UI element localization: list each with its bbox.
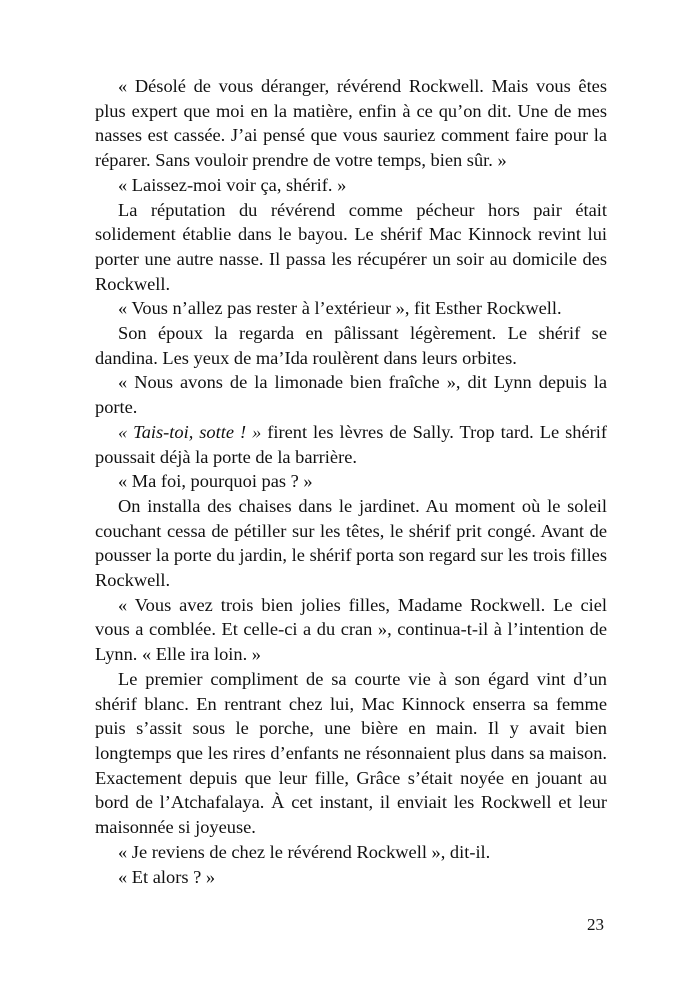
paragraph: Le premier compliment de sa courte vie à son égard vint d’un shérif blanc. En rentrant chez lui, Mac Kinnock enserra sa femme puis s’assit sous le porche, une bière en main. Il y avait bien longtemps que les rires d’enfants ne résonnaient plus dans sa maison. Exactement depuis que leur fille, Grâce s’était noyée en jouant au bord de l’Atchafalaya. À cet instant, il enviait les Rockwell et leur maisonnée si joyeuse.	[95, 668, 607, 838]
paragraph: « Et alors ? »	[118, 866, 216, 887]
paragraph: « Vous n’allez pas rester à l’extérieur », fit Esther Rockwell.	[118, 298, 562, 319]
paragraph	[95, 420, 607, 469]
paragraph-rest: firent les lèvres de Sally. Trop tard. Le shérif poussait déjà la porte de la barrière.	[95, 421, 607, 467]
paragraph: « Nous avons de la limonade bien fraîche », dit Lynn depuis la porte.	[95, 372, 607, 418]
page-number: 23	[587, 915, 604, 934]
paragraph: « Laissez-moi voir ça, shérif. »	[118, 174, 347, 195]
italic-phrase: « Tais-toi, sotte ! »	[118, 421, 262, 442]
paragraph: « Je reviens de chez le révérend Rockwell », dit-il.	[118, 841, 491, 862]
paragraph: « Vous avez trois bien jolies filles, Madame Rockwell. Le ciel vous a comblée. Et celle-ci a du cran », continua-t-il à l’intention de Lynn. « Elle ira loin. »	[95, 594, 607, 665]
paragraph: « Ma foi, pourquoi pas ? »	[118, 471, 313, 492]
paragraph: La réputation du révérend comme pécheur hors pair était solidement établie dans le bayou. Le shérif Mac Kinnock revint lui porter une autre nasse. Il passa les récupérer un soir au domicile des Rockwell.	[95, 199, 607, 294]
paragraph: Son époux la regarda en pâlissant légèrement. Le shérif se dandina. Les yeux de ma’Ida roulèrent dans leurs orbites.	[95, 323, 607, 368]
paragraph: « Désolé de vous déranger, révérend Rockwell. Mais vous êtes plus expert que moi en la matière, enfin à ce qu’on dit. Une de mes nasses est cassée. J’ai pensé que vous sauriez comment faire pour la réparer. Sans vouloir prendre de votre temps, bien sûr. »	[95, 76, 607, 171]
body-text	[95, 74, 607, 889]
paragraph: On installa des chaises dans le jardinet. Au moment où le soleil couchant cessa de pétiller sur les têtes, le shérif prit congé. Avant de pousser la porte du jardin, le shérif porta son regard sur les trois filles Rockwell.	[95, 495, 607, 591]
